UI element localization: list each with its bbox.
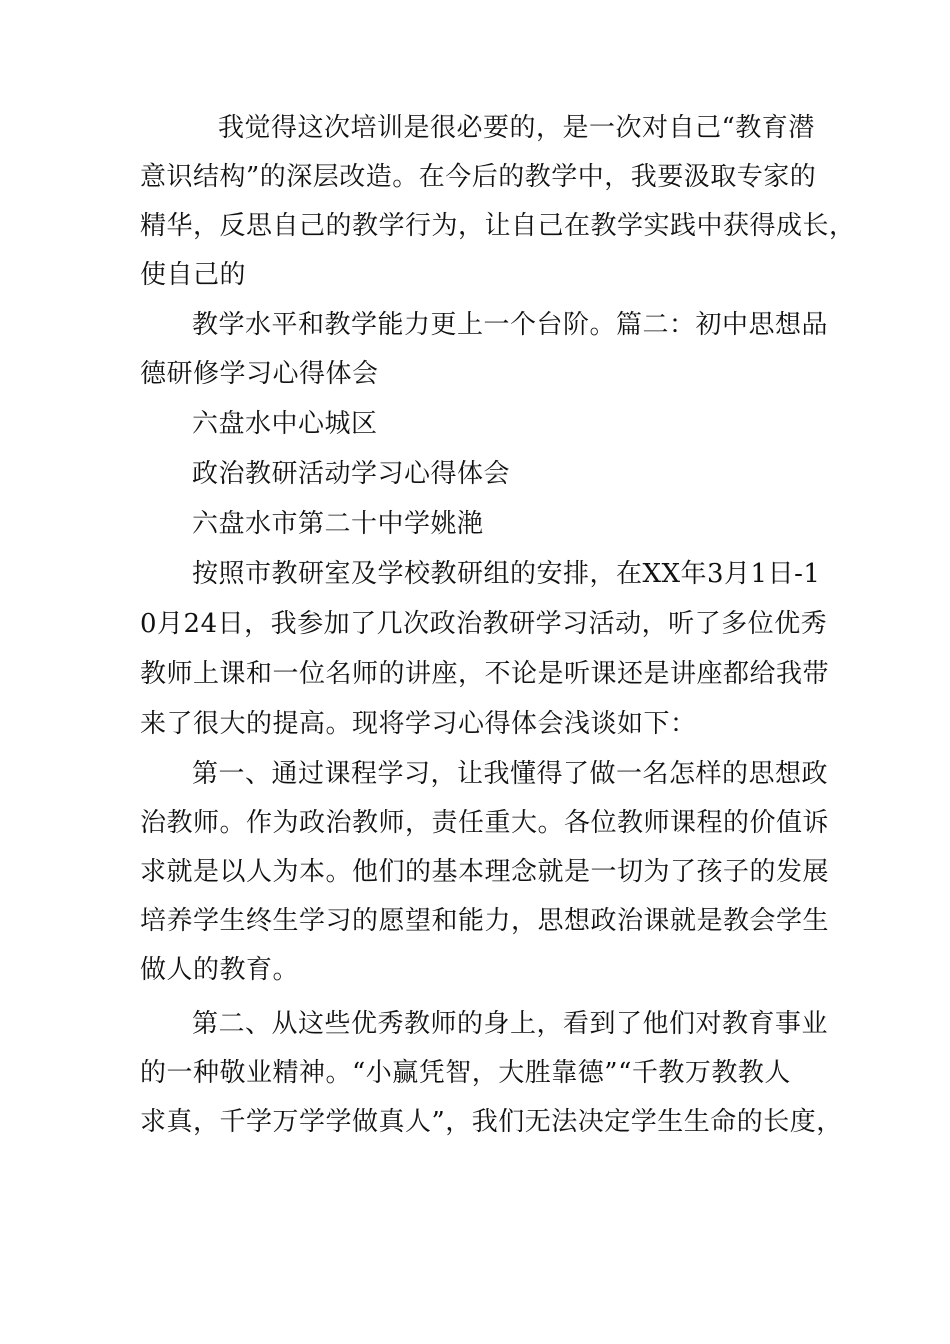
text-line: 第二、从这些优秀教师的身上，看到了他们对教育事业 bbox=[192, 1009, 829, 1039]
text-line: 做人的教育。 bbox=[140, 955, 300, 985]
text-line: 治教师。作为政治教师，责任重大。各位教师课程的价值诉 bbox=[140, 808, 830, 838]
text-line: 六盘水中心城区 bbox=[192, 409, 378, 439]
text-line: 0月24日，我参加了几次政治教研学习活动，听了多位优秀 bbox=[140, 609, 828, 639]
text-line: 来了很大的提高。现将学习心得体会浅谈如下： bbox=[140, 709, 697, 739]
text-line: 德研修学习心得体会 bbox=[140, 359, 379, 389]
text-line: 教师上课和一位名师的讲座，不论是听课还是讲座都给我带 bbox=[140, 659, 830, 689]
text-line: 使自己的 bbox=[140, 260, 247, 290]
text-line: 精华，反思自己的教学行为，让自己在教学实践中获得成长， bbox=[140, 211, 856, 241]
text-line: 的一种敬业精神。“小赢凭智，大胜靠德”“千教万教教人 bbox=[140, 1058, 791, 1088]
text-line: 六盘水市第二十中学姚滟 bbox=[192, 509, 484, 539]
text-line: 政治教研活动学习心得体会 bbox=[192, 459, 511, 489]
text-line: 第一、通过课程学习，让我懂得了做一名怎样的思想政 bbox=[192, 759, 829, 789]
text-line: 求就是以人为本。他们的基本理念就是一切为了孩子的发展 bbox=[140, 857, 830, 887]
text-line: 按照市教研室及学校教研组的安排，在XX年3月1日-1 bbox=[192, 559, 821, 589]
text-line: 我觉得这次培训是很必要的，是一次对自己“教育潜 bbox=[218, 113, 815, 143]
text-line: 求真，千学万学学做真人”，我们无法决定学生生命的长度， bbox=[140, 1107, 843, 1137]
text-line: 意识结构”的深层改造。在今后的教学中，我要汲取专家的 bbox=[140, 162, 817, 192]
text-line: 教学水平和教学能力更上一个台阶。篇二：初中思想品 bbox=[192, 310, 829, 340]
text-line: 培养学生终生学习的愿望和能力，思想政治课就是教会学生 bbox=[140, 906, 830, 936]
